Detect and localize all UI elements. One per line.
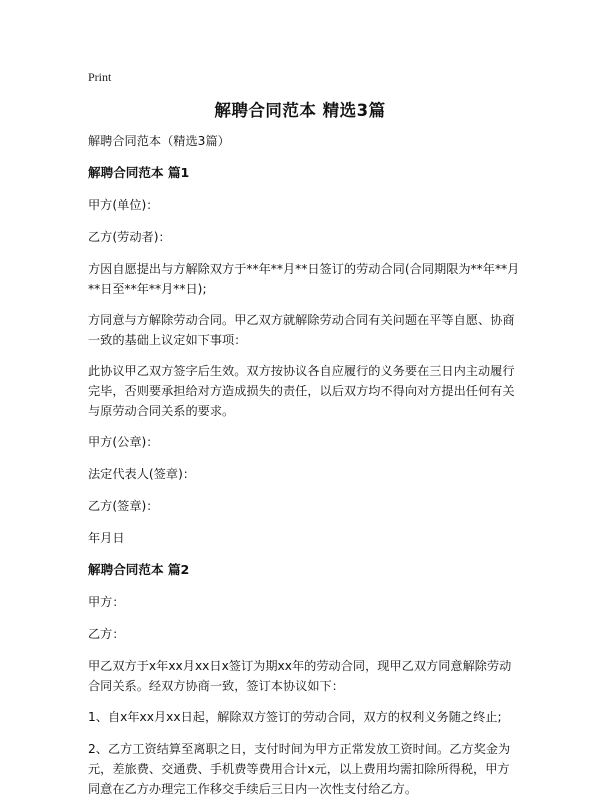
section2-item-1: 1、自x年xx月xx日起，解除双方签订的劳动合同，双方的权利义务随之终止; <box>88 710 502 724</box>
document-subtitle: 解聘合同范本（精选3篇） <box>88 134 230 148</box>
section1-paragraph-1: 方因自愿提出与方解除双方于**年**月**日签订的劳动合同(合同期限为**年**月**日至**年**月**日); <box>88 262 520 296</box>
section2-item-2: 2、乙方工资结算至离职之日，支付时间为甲方正常发放工资时间。乙方奖金为元，差旅费、交通费、手机费等费用合计x元，以上费用均需扣除所得税，甲方同意在乙方办理完工作移交手续后三日内一次性支付给乙方。 <box>88 742 511 796</box>
section2-heading: 解聘合同范本 篇2 <box>88 562 190 577</box>
document-body <box>88 131 520 811</box>
section1-legal-rep: 法定代表人(签章)： <box>88 467 196 481</box>
section2-party-b: 乙方： <box>88 627 125 641</box>
print-label: Print <box>88 70 112 84</box>
section1-heading: 解聘合同范本 篇1 <box>88 165 190 180</box>
section1-sign-a: 甲方(公章)： <box>88 435 159 449</box>
page-title: 解聘合同范本 精选3篇 <box>214 101 386 120</box>
section1-party-b: 乙方(劳动者)： <box>88 230 171 244</box>
section1-date: 年月日 <box>88 531 125 545</box>
section1-party-a: 甲方(单位)： <box>88 198 159 212</box>
section2-party-a: 甲方： <box>88 595 125 609</box>
section2-paragraph-1: 甲乙双方于x年xx月xx日x签订为期xx年的劳动合同，现甲乙双方同意解除劳动合同关系。经双方协商一致，签订本协议如下： <box>88 659 512 693</box>
section1-sign-b: 乙方(签章)： <box>88 499 159 513</box>
section1-paragraph-2: 方同意与方解除劳动合同。甲乙双方就解除劳动合同有关问题在平等自愿、协商一致的基础上议定如下事项： <box>88 313 515 347</box>
section1-paragraph-3: 此协议甲乙双方签字后生效。双方按协议各自应履行的义务要在三日内主动履行完毕，否则要承担给对方造成损失的责任，以后双方均不得向对方提出任何有关与原劳动合同关系的要求。 <box>88 364 515 418</box>
